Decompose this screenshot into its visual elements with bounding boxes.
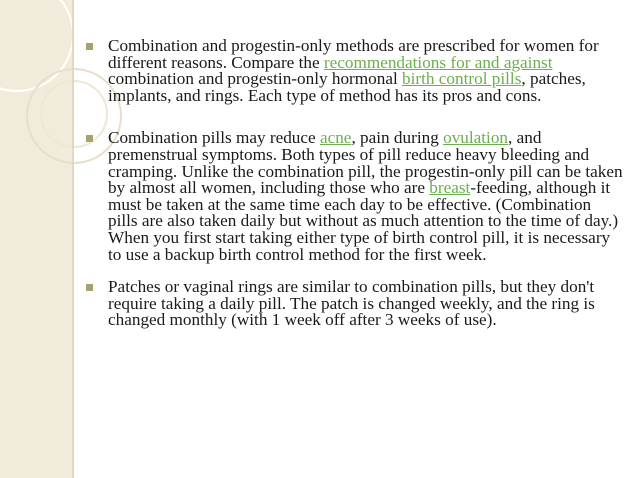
bullet-text: , and premenstrual symptoms. Both types of pill reduce heavy bleeding and cramping. Unlike the combination pill, the progestin-only pill can be taken by almost all women, including those who are xyxy=(108,128,623,198)
inline-link[interactable]: acne xyxy=(319,128,352,148)
inline-link[interactable]: birth control pills xyxy=(402,69,522,89)
bullet-item xyxy=(84,38,624,104)
inline-link[interactable]: ovulation xyxy=(443,128,509,148)
inline-link[interactable]: recommendations for and against xyxy=(323,52,553,72)
bullet-text: Combination and progestin-only methods are prescribed for women for different reasons. Compare the xyxy=(108,36,599,72)
bullet-icon xyxy=(86,284,93,291)
bullet-text: , patches, implants, and rings. Each type of method has its pros and cons. xyxy=(108,69,586,105)
sidebar-divider xyxy=(72,0,74,478)
bullet-text: combination and progestin-only hormonal xyxy=(108,69,403,89)
bullet-item xyxy=(84,130,624,263)
bullet-text: -feeding, although it must be taken at the same time each day to be effective. (Combination pills are also taken daily but without as much attention to the time of day.) When you first start taking either type of birth control pill, it is necessary to use a backup birth control method for the first week. xyxy=(108,178,619,264)
bullet-text: Combination pills may reduce xyxy=(108,128,320,148)
bullet-icon xyxy=(86,135,93,142)
inline-link[interactable]: breast xyxy=(429,178,471,198)
bullet-text: , pain during xyxy=(351,128,444,148)
bullet-icon xyxy=(86,43,93,50)
decorative-sidebar xyxy=(0,0,72,478)
bullet-item xyxy=(84,279,624,329)
slide-content xyxy=(84,38,624,329)
bullet-text: Patches or vaginal rings are similar to combination pills, but they don't require taking a daily pill. The patch is changed weekly, and the ring is changed monthly (with 1 week off after 3 weeks of use). xyxy=(108,277,595,330)
